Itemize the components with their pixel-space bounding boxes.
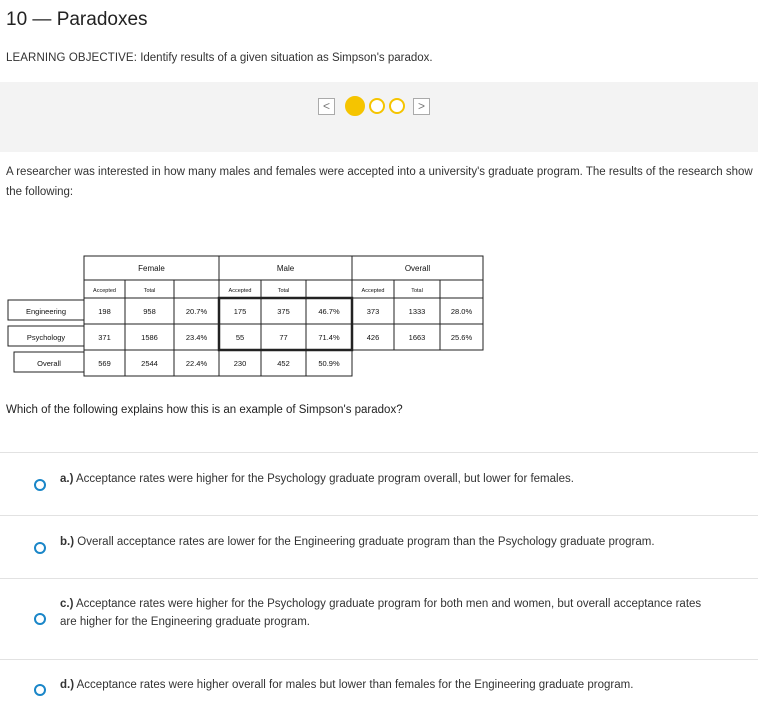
option-c-label: Acceptance rates were higher for the Psychology graduate program for both men and women, but overall acceptance rates are higher for the Engineering graduate program.: [60, 598, 702, 628]
radio-b[interactable]: [34, 542, 46, 554]
table-cell-value: 230: [233, 359, 247, 368]
radio-d[interactable]: [34, 684, 46, 696]
answer-option-a[interactable]: [0, 452, 758, 515]
subheader-total: Total: [411, 288, 423, 294]
answer-option-d[interactable]: [0, 659, 758, 714]
learning-objective: [6, 52, 433, 64]
table-cell-value: 375: [277, 307, 290, 316]
group-header-label: Overall: [404, 264, 431, 273]
chevron-left-icon[interactable]: <: [318, 98, 335, 115]
table-cell-value: 2544: [141, 359, 158, 368]
group-header-label: Male: [276, 264, 295, 273]
option-b-text: [60, 533, 740, 551]
progress-band: [0, 82, 758, 152]
answer-option-b[interactable]: [0, 515, 758, 578]
objective-label: LEARNING OBJECTIVE:: [6, 52, 137, 64]
table-cell-value: 77: [279, 333, 288, 342]
progress-dot-3[interactable]: [389, 98, 405, 114]
table-cell-value: 958: [143, 307, 156, 316]
page-title: 10 — Paradoxes: [6, 9, 148, 30]
intro-text: A researcher was interested in how many males and females were accepted into a university's graduate program. The results of the research show the following:: [6, 166, 753, 198]
table-cell-value: 22.4%: [185, 359, 208, 368]
radio-a[interactable]: [34, 479, 46, 491]
table-cell-value: 50.9%: [318, 359, 340, 368]
option-a-label: Acceptance rates were higher for the Psychology graduate program overall, but lower for females.: [75, 473, 574, 485]
table-cell-value: 46.7%: [318, 307, 340, 316]
subheader-total: Total: [143, 288, 156, 294]
table-cell-value: 1333: [408, 307, 426, 316]
option-d-letter: d.): [60, 679, 75, 691]
option-b-label: Overall acceptance rates are lower for the Engineering graduate program than the Psychology graduate program.: [77, 536, 655, 548]
table-cell-value: 1586: [141, 333, 158, 342]
question-navigator: [318, 96, 430, 116]
table-cell-value: 23.4%: [185, 333, 208, 342]
option-c-text: [60, 595, 710, 631]
table-cell-value: 55: [235, 333, 245, 342]
row-label: Engineering: [25, 307, 67, 316]
option-a-text: [60, 470, 740, 488]
table-cell-value: 20.7%: [185, 307, 208, 316]
answer-option-c[interactable]: [0, 578, 758, 659]
option-d-text: [60, 676, 740, 694]
group-header-label: Female: [138, 264, 165, 273]
objective-text: Identify results of a given situation as Simpson's paradox.: [140, 52, 433, 64]
option-c-letter: c.): [60, 598, 74, 610]
table-cell-value: 71.4%: [318, 333, 340, 342]
table-cell-value: 25.6%: [450, 333, 473, 342]
table-cell-value: 175: [233, 307, 247, 316]
table-cell-value: 371: [98, 333, 111, 342]
table-cell-value: 452: [277, 359, 290, 368]
option-a-letter: a.): [60, 473, 74, 485]
option-d-label: Acceptance rates were higher overall for males but lower than females for the Engineering graduate program.: [76, 679, 634, 691]
row-label: Overall: [37, 359, 61, 368]
table-cell-value: 198: [98, 307, 111, 316]
table-cell-value: 569: [98, 359, 111, 368]
table-cell-value: 373: [366, 307, 380, 316]
row-label: Psychology: [26, 333, 66, 342]
subheader-accepted: Accepted: [228, 288, 252, 294]
table-cell-value: 426: [366, 333, 380, 342]
question-text: Which of the following explains how this is an example of Simpson's paradox?: [6, 404, 403, 416]
option-b-letter: b.): [60, 536, 75, 548]
progress-dot-1[interactable]: [345, 96, 365, 116]
subheader-accepted: Accepted: [361, 288, 385, 294]
chevron-right-icon[interactable]: >: [413, 98, 430, 115]
subheader-accepted: Accepted: [93, 288, 116, 294]
table-cell-value: 28.0%: [450, 307, 473, 316]
data-table-image: [4, 236, 484, 400]
subheader-total: Total: [277, 288, 290, 294]
acceptance-table: [4, 236, 484, 400]
table-cell-value: 1663: [408, 333, 426, 342]
progress-dot-2[interactable]: [369, 98, 385, 114]
radio-c[interactable]: [34, 613, 46, 625]
